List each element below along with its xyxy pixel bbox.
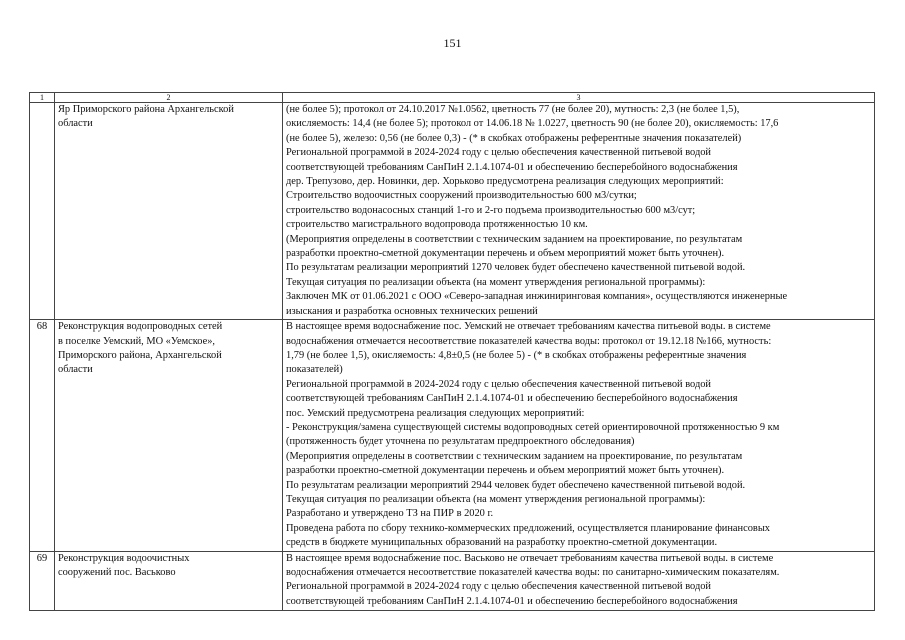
table-row xyxy=(30,103,875,320)
description-line: (Мероприятия определены в соответствии с техническим заданием на проектирование, по результатам xyxy=(286,233,743,245)
object-name xyxy=(55,551,283,610)
description-line: изыскания и разработка основных технических решений xyxy=(286,305,538,317)
description-line: показателей) xyxy=(286,364,343,376)
row-number: 69 xyxy=(30,551,55,610)
object-name xyxy=(55,103,283,320)
object-name-line: Яр Приморского района Архангельской xyxy=(58,104,234,115)
table-row xyxy=(30,551,875,610)
column-number-1: 1 xyxy=(30,93,55,103)
description-line: водоснабжения отмечается несоответствие показателей качества воды: по санитарно-химическим показателям. xyxy=(286,567,780,578)
description-line: окисляемость: 14,4 (не более 5); протокол от 14.06.18 № 1.0227, цветность 90 (не более 20), окисляемость: 17,6 xyxy=(286,118,779,130)
object-name-line: Реконструкция водоочистных xyxy=(58,552,190,564)
description-line: Строительство водоочистных сооружений производительностью 600 м3/сутки; xyxy=(286,190,637,202)
description-line: В настоящее время водоснабжение пос. Васьково не отвечает требованиям качества питьевой воды. в системе xyxy=(286,552,774,564)
description-line: Региональной программой в 2024-2024 году с целью обеспечения качественной питьевой водой xyxy=(286,378,711,390)
object-name-line: Приморского района, Архангельской xyxy=(58,349,222,361)
description-line: 1,79 (не более 1,5), окисляемость: 4,8±0,5 (не более 5) - (* в скобках отображены референтные значения xyxy=(286,349,747,361)
page-number: 151 xyxy=(443,36,462,50)
description-line: (протяженность будет уточнена по результатам предпроектного обследования) xyxy=(286,436,635,448)
object-name-line: в поселке Уемский, МО «Уемское», xyxy=(58,335,216,347)
description-line: соответствующей требованиям СанПиН 2.1.4.1074-01 и обеспечению бесперебойного водоснабжения xyxy=(286,161,738,173)
description-line: соответствующей требованиям СанПиН 2.1.4.1074-01 и обеспечению бесперебойного водоснабжения xyxy=(286,393,738,405)
object-name-line: области xyxy=(58,364,93,376)
description-line: строительство магистрального водопровода протяженностью 10 км. xyxy=(286,219,588,231)
description-line: В настоящее время водоснабжение пос. Уемский не отвечает требованиям качества питьевой воды. в системе xyxy=(286,321,771,333)
description-line: соответствующей требованиям СанПиН 2.1.4.1074-01 и обеспечению бесперебойного водоснабжения xyxy=(286,595,738,607)
description-line: Заключен МК от 01.06.2021 с ООО «Северо-западная инжиниринговая компания», осуществляются инженерные xyxy=(286,291,788,303)
column-number-row xyxy=(30,93,875,103)
program-table xyxy=(29,92,875,611)
description-line: разработки проектно-сметной документации перечень и объем мероприятий может быть уточнен). xyxy=(286,248,725,260)
object-name-line: сооружений пос. Васьково xyxy=(58,567,176,578)
description-line: (не более 5); протокол от 24.10.2017 №1.0562, цветность 77 (не более 20), мутность: 2,3 (не более 1,5), xyxy=(286,104,740,115)
object-name xyxy=(55,320,283,552)
description-line: Текущая ситуация по реализации объекта (на момент утверждения региональной программы): xyxy=(286,493,706,505)
row-number: 68 xyxy=(30,320,55,552)
description-line: пос. Уемский предусмотрена реализация следующих мероприятий: xyxy=(286,407,585,419)
description-line: Региональной программой в 2024-2024 году с целью обеспечения качественной питьевой водой xyxy=(286,147,711,159)
description-line: По результатам реализации мероприятий 1270 человек будет обеспечено качественной питьевой водой. xyxy=(286,262,746,274)
description-line: Текущая ситуация по реализации объекта (на момент утверждения региональной программы): xyxy=(286,276,706,288)
description-line: водоснабжения отмечается несоответствие показателей качества воды: протокол от 19.12.18 №166, мутность: xyxy=(286,335,772,347)
description-line: средств в бюджете муниципальных образований на разработку проектно-сметной документации. xyxy=(286,537,718,549)
object-name-line: области xyxy=(58,118,93,130)
description-line: дер. Трепузово, дер. Новинки, дер. Хорьково предусмотрена реализация следующих мероприятий: xyxy=(286,176,724,188)
table-row xyxy=(30,320,875,552)
description-line: Проведена работа по сбору технико-коммерческих предложений, осуществляется планирование финансовых xyxy=(286,522,770,534)
description-line: (Мероприятия определены в соответствии с техническим заданием на проектирование, по результатам xyxy=(286,450,743,462)
description-line: Региональной программой в 2024-2024 году с целью обеспечения качественной питьевой водой xyxy=(286,581,711,593)
description-line: (не более 5), железо: 0,56 (не более 0,3) - (* в скобках отображены референтные значения показателей) xyxy=(286,132,742,144)
description-line: Разработано и утверждено ТЗ на ПИР в 2020 г. xyxy=(286,508,494,520)
object-description xyxy=(283,103,875,320)
column-number-3: 3 xyxy=(283,93,875,103)
row-number xyxy=(30,103,55,320)
description-line: - Реконструкция/замена существующей системы водопроводных сетей ориентировочной протяженностью 9 км xyxy=(286,421,780,433)
object-name-line: Реконструкция водопроводных сетей xyxy=(58,321,223,333)
description-line: строительство водонасосных станций 1-го и 2-го подъема производительностью 600 м3/сут; xyxy=(286,204,696,216)
column-number-2: 2 xyxy=(55,93,283,103)
object-description xyxy=(283,551,875,610)
object-description xyxy=(283,320,875,552)
description-line: По результатам реализации мероприятий 2944 человек будет обеспечено качественной питьевой водой. xyxy=(286,479,746,491)
description-line: разработки проектно-сметной документации перечень и объем мероприятий может быть уточнен). xyxy=(286,465,725,477)
